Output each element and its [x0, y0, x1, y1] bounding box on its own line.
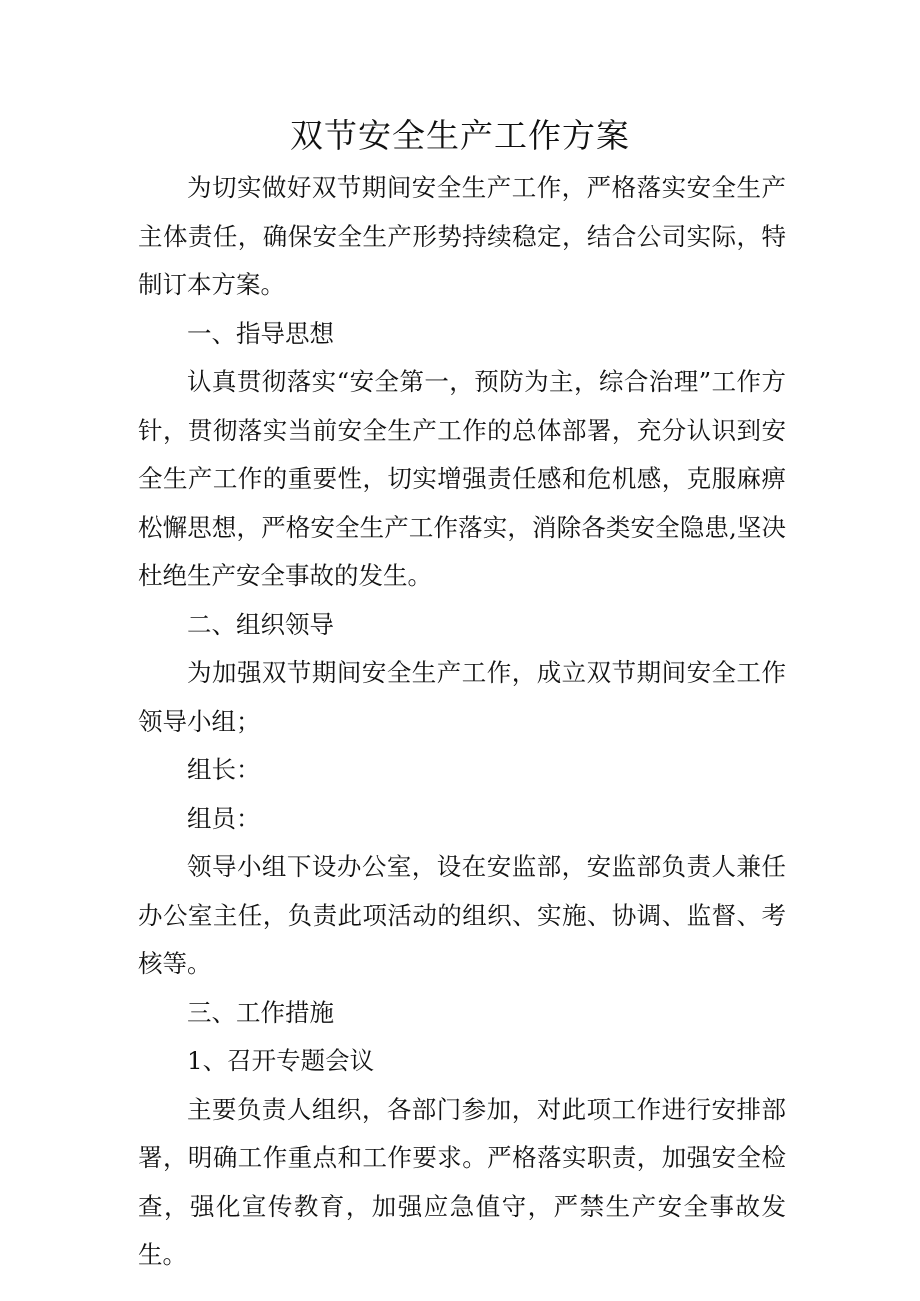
document-body [138, 164, 786, 1280]
office-paragraph: 领导小组下设办公室，设在安监部，安监部负责人兼任办公室主任，负责此项活动的组织、实施、协调、监督、考核等。 [138, 852, 786, 978]
document-title: 双节安全生产工作方案 [290, 116, 630, 155]
team-members-line: 组员： [187, 803, 261, 833]
section-heading-guiding-ideology: 一、指导思想 [187, 318, 334, 348]
organization-paragraph: 为加强双节期间安全生产工作，成立双节期间安全工作领导小组； [138, 658, 786, 736]
subheading-meeting: 1、召开专题会议 [187, 1046, 375, 1075]
section-heading-organization: 二、组织领导 [187, 609, 334, 639]
guiding-ideology-paragraph: 认真贯彻落实“安全第一，预防为主，综合治理”工作方针，贯彻落实当前安全生产工作的总体部署，充分认识到安全生产工作的重要性，切实增强责任感和危机感，克服麻痹松懈思想，严格安全生产工作落实，消除各类安全隐患,坚决杜绝生产安全事故的发生。 [138, 367, 786, 590]
section-heading-measures: 三、工作措施 [187, 997, 334, 1027]
team-leader-line: 组长： [187, 755, 261, 784]
intro-paragraph: 为切实做好双节期间安全生产工作，严格落实安全生产主体责任，确保安全生产形势持续稳定，结合公司实际，特制订本方案。 [138, 173, 786, 299]
meeting-paragraph: 主要负责人组织，各部门参加，对此项工作进行安排部署，明确工作重点和工作要求。严格落实职责，加强安全检查，强化宣传教育，加强应急值守，严禁生产安全事故发生。 [138, 1094, 786, 1269]
